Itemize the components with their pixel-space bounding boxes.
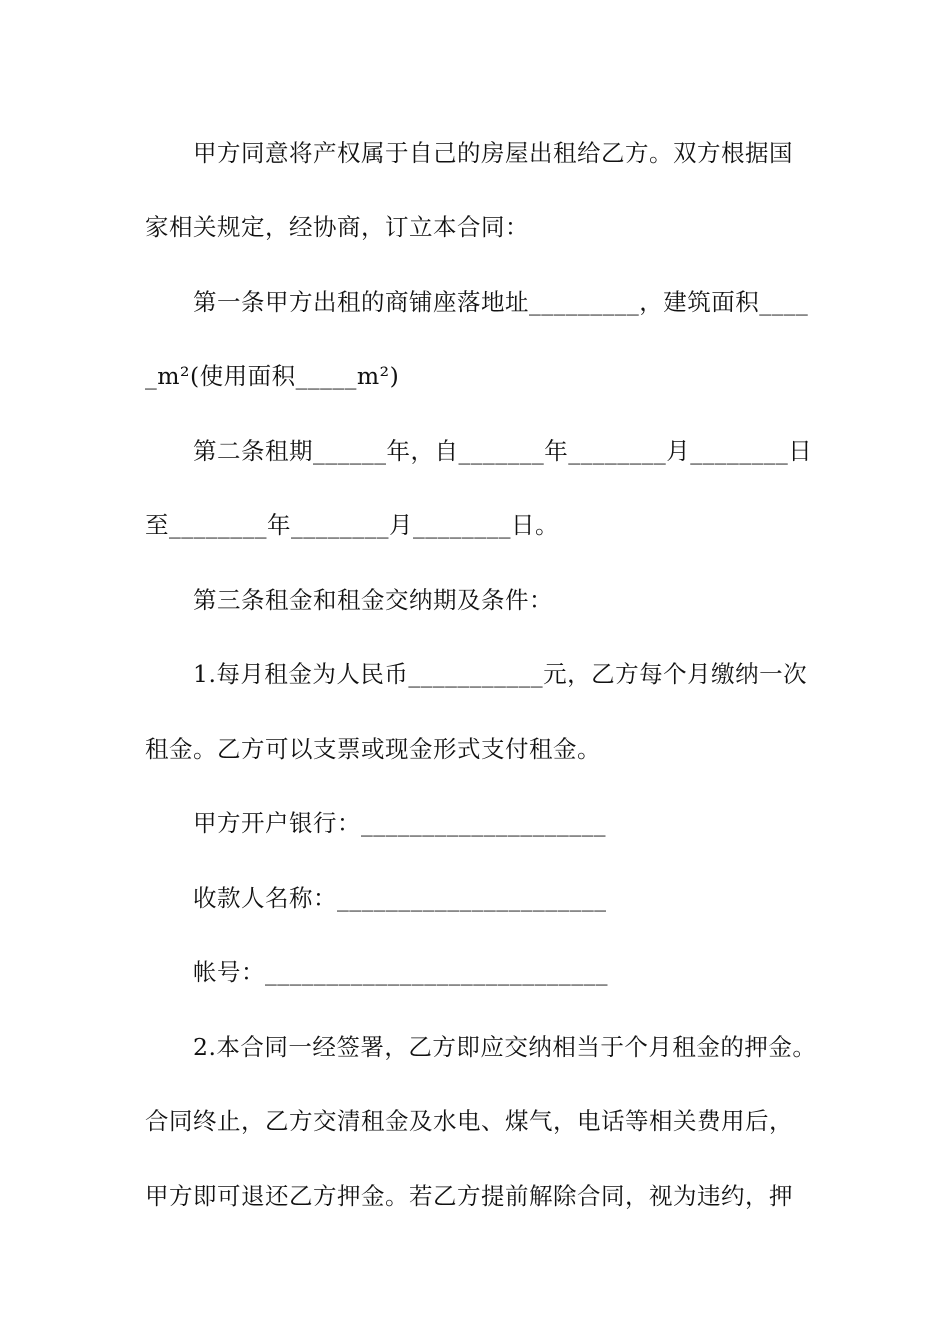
- clause-2-line-3: 甲方即可退还乙方押金。若乙方提前解除合同，视为违约，押: [145, 1182, 793, 1210]
- article-1-line-1: 第一条甲方出租的商铺座落地址_________，建筑面积____: [193, 288, 809, 316]
- paragraph-intro-line-2: 家相关规定，经协商，订立本合同：: [145, 213, 529, 241]
- clause-1-line-2: 租金。乙方可以支票或现金形式支付租金。: [145, 735, 601, 763]
- article-3-heading: 第三条租金和租金交纳期及条件：: [193, 586, 553, 614]
- paragraph-intro-line-1: 甲方同意将产权属于自己的房屋出租给乙方。双方根据国: [193, 139, 793, 167]
- article-1-line-2: _m²(使用面积_____m²): [145, 362, 400, 390]
- article-2-line-2: 至________年________月________日。: [145, 511, 559, 539]
- clause-2-line-1: 2.本合同一经签署，乙方即应交纳相当于个月租金的押金。: [193, 1033, 817, 1061]
- clause-2-line-2: 合同终止，乙方交清租金及水电、煤气，电话等相关费用后，: [145, 1107, 793, 1135]
- bank-field: 甲方开户银行：____________________: [193, 809, 606, 837]
- article-2-line-1: 第二条租期______年，自_______年________月________日: [193, 437, 813, 465]
- account-number-field: 帐号：____________________________: [193, 958, 608, 986]
- clause-1-line-1: 1.每月租金为人民币___________元，乙方每个月缴纳一次: [193, 660, 808, 688]
- payee-name-field: 收款人名称：______________________: [193, 884, 607, 912]
